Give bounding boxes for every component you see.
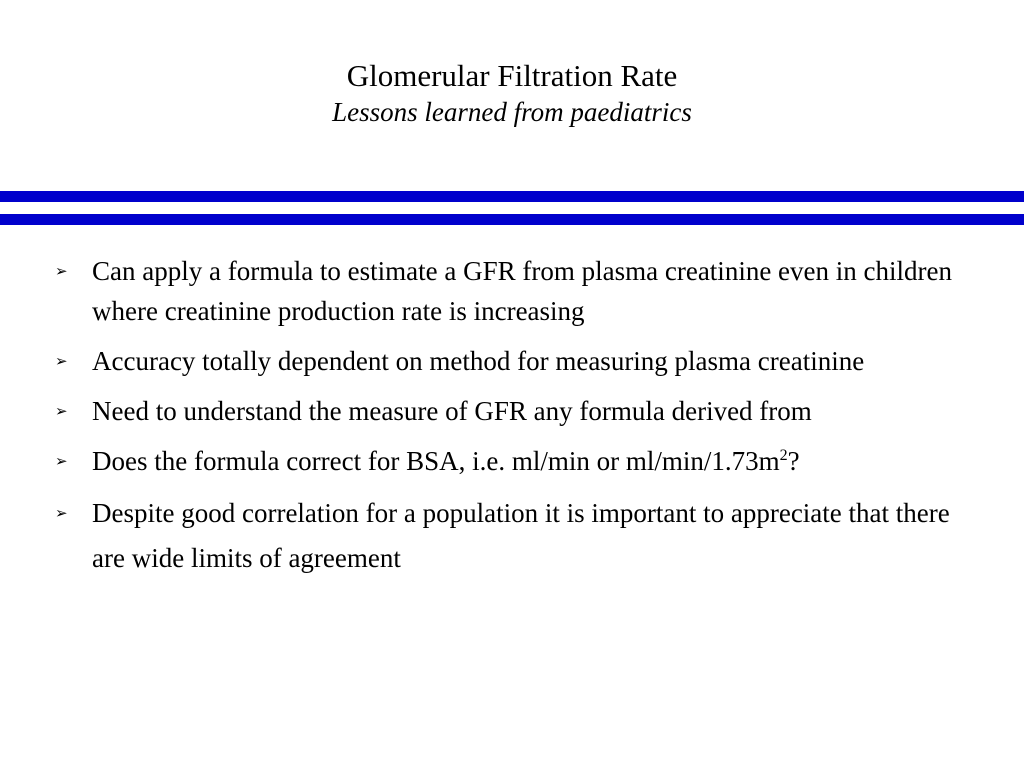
bullet-item bbox=[0, 251, 1024, 331]
bullet-text: Can apply a formula to estimate a GFR from plasma creatinine even in children where creatinine production rate is increasing bbox=[92, 256, 952, 326]
divider-rule-top bbox=[0, 191, 1024, 202]
bullet-text: Despite good correlation for a population it is important to appreciate that there are wide limits of agreement bbox=[92, 498, 950, 573]
arrow-bullet-icon: ➢ bbox=[55, 402, 68, 420]
bullet-text: Need to understand the measure of GFR any formula derived from bbox=[92, 396, 812, 426]
bullet-item bbox=[0, 491, 1024, 581]
arrow-bullet-icon: ➢ bbox=[55, 352, 68, 370]
arrow-bullet-icon: ➢ bbox=[55, 452, 68, 470]
bullet-text bbox=[92, 446, 800, 476]
bullet-item bbox=[0, 441, 1024, 481]
slide-subtitle: Lessons learned from paediatrics bbox=[332, 97, 692, 127]
arrow-bullet-icon: ➢ bbox=[55, 504, 68, 522]
bullet-text: Accuracy totally dependent on method for measuring plasma creatinine bbox=[92, 346, 865, 376]
slide-title: Glomerular Filtration Rate bbox=[346, 58, 678, 93]
bullet-list bbox=[0, 251, 1024, 591]
arrow-bullet-icon: ➢ bbox=[55, 262, 68, 280]
divider-rule-bottom bbox=[0, 214, 1024, 225]
bullet-text-main: Does the formula correct for BSA, i.e. ml/min or ml/min/1.73m bbox=[92, 446, 780, 476]
bullet-text-end: ? bbox=[787, 446, 800, 476]
superscript: 2 bbox=[779, 447, 788, 464]
bullet-item bbox=[0, 391, 1024, 431]
bullet-item bbox=[0, 341, 1024, 381]
slide-title-block bbox=[0, 57, 1024, 129]
